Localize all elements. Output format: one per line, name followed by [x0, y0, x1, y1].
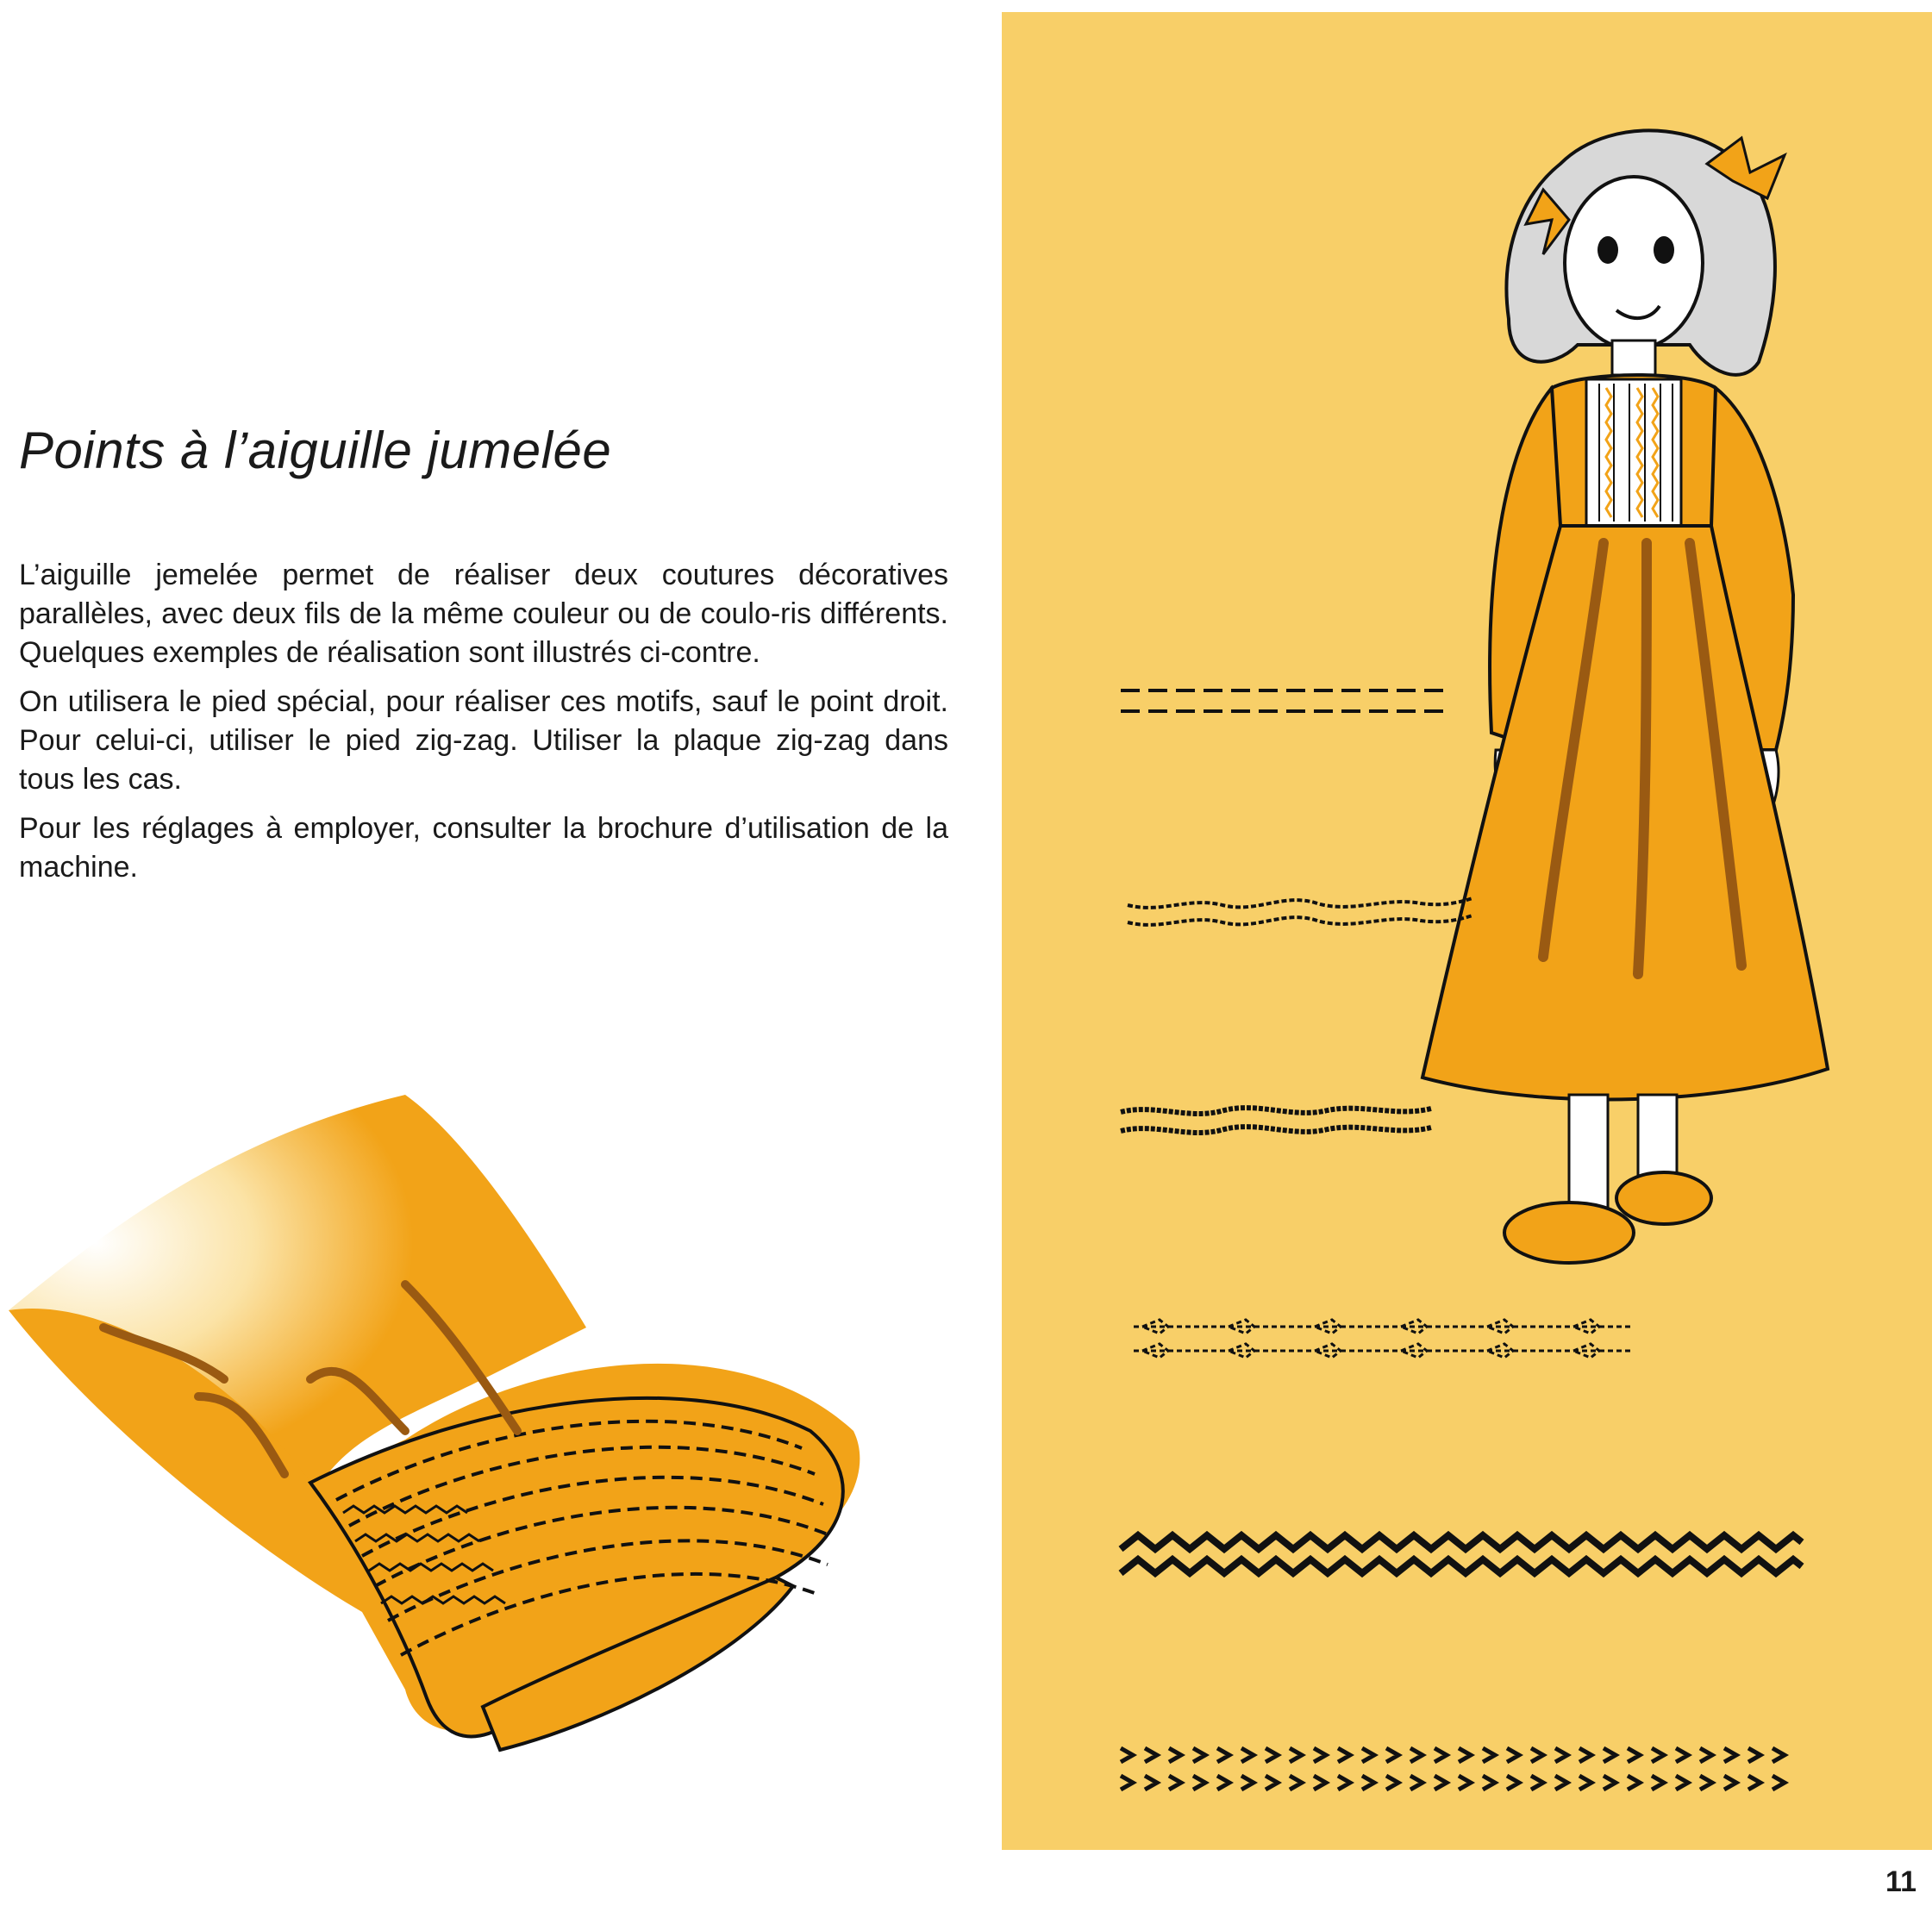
paragraph-3: Pour les réglages à employer, consulter la brochure d’utilisation de la machine.: [19, 812, 948, 884]
heavy-wave-stitch-sample: [1121, 1095, 1431, 1146]
wave-stitch-sample: [1128, 888, 1472, 940]
sleeve-cuff-illustration: [0, 1069, 948, 1776]
zigzag-stitch-sample: [1121, 1530, 1802, 1582]
girl-in-dress-illustration: [1414, 112, 1897, 1422]
leaf-stitch-sample: [1125, 1315, 1634, 1366]
body-text: [19, 556, 948, 897]
paragraph-1: L’aiguille jemelée permet de réaliser deux coutures décoratives parallèles, avec deux fils de la même couleur ou de coulo-ris différents. Quelques exemples de réalisation sont illustrés ci-contre.: [19, 559, 948, 669]
chevron-stitch-sample: [1121, 1741, 1802, 1802]
page-title: Points à l’aiguille jumelée: [19, 422, 612, 479]
straight-stitch-sample: [1121, 685, 1448, 720]
paragraph-2: On utilisera le pied spécial, pour réaliser ces motifs, sauf le point droit. Pour celui-ci, utiliser le pied zig-zag. Utiliser la plaque zig-zag dans tous les cas.: [19, 685, 948, 796]
page-number: 11: [1885, 1865, 1916, 1898]
